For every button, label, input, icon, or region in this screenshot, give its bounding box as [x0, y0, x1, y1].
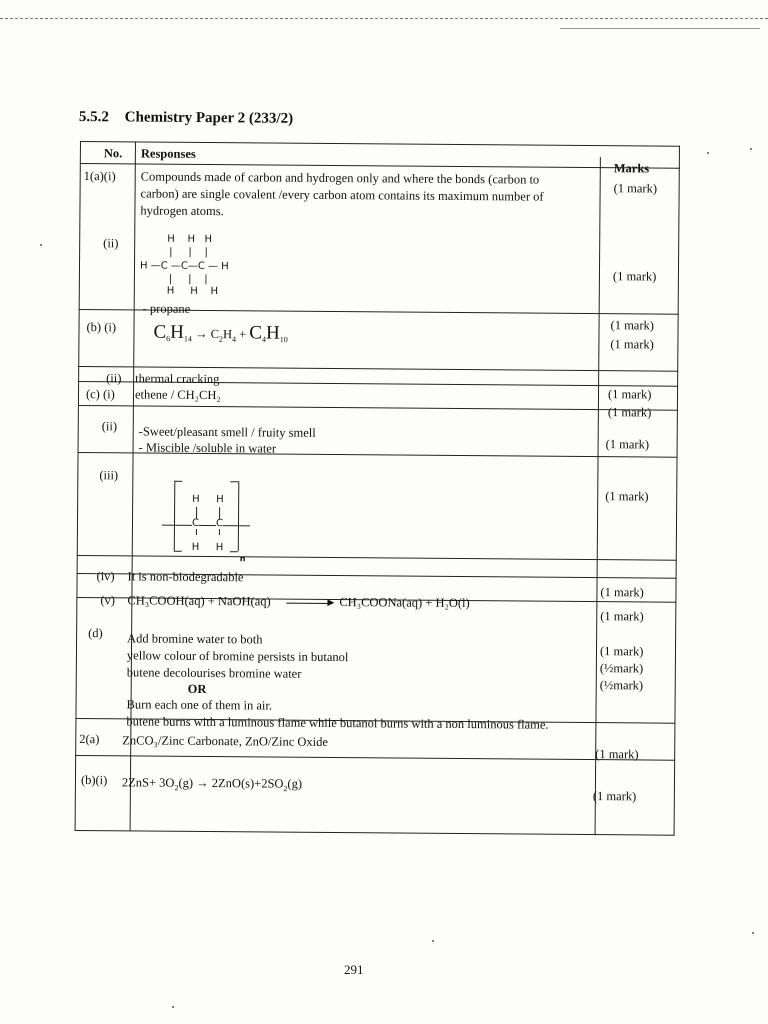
table-border-bottom	[75, 830, 675, 836]
row-number: (iv)	[96, 569, 115, 584]
row-divider	[80, 163, 680, 169]
scan-speck	[750, 148, 752, 150]
header-no: No.	[103, 146, 123, 161]
row-number: (iii)	[99, 468, 119, 483]
mark-value: (1 mark)	[605, 489, 649, 504]
roasting-equation: $2ZnS+ 3O_2(g) \to 2ZnO(s)+2SO_2(g)$	[121, 775, 303, 794]
section-title: Chemistry Paper 2 (233/2)	[124, 109, 294, 127]
bracket-left-top	[174, 481, 182, 482]
cracking-equation: $C_6H_{14} \to C_2H_4 + C_4H_{10}$	[153, 321, 288, 345]
mark-value: (1 mark)	[605, 437, 650, 452]
row-divider	[78, 405, 678, 411]
scan-speck	[752, 932, 754, 934]
section-number: 5.5.2	[78, 109, 109, 126]
bracket-right-top	[230, 481, 238, 482]
response-line: - Miscible /soluble in water	[138, 440, 277, 456]
atom-h: H	[191, 541, 200, 553]
row-number: (b)(i)	[80, 773, 108, 788]
response-line: carbon) are single covalent /every carbon atom contains its maximum number of	[140, 186, 544, 204]
bracket-right-bottom	[230, 551, 238, 552]
mark-value: (1 mark)	[612, 269, 657, 284]
row-number: (ii)	[103, 236, 119, 251]
bracket-left	[174, 481, 176, 551]
response-line: hydrogen atoms.	[140, 203, 224, 219]
mark-value: (½mark)	[599, 678, 644, 693]
mark-value: (1 mark)	[610, 318, 655, 333]
scan-speck	[40, 244, 42, 246]
row-number: (c) (i)	[85, 387, 115, 402]
equation-reactants: CH₃COOH(aq) + NaOH(aq)	[127, 593, 271, 609]
atom-h: H	[215, 542, 224, 554]
arrow-head: ▶	[327, 596, 335, 608]
row-number: 2(a)	[79, 732, 100, 747]
atom-h: H	[192, 493, 200, 505]
response-text: It is non-biodegradable	[127, 569, 244, 585]
propane-structure-chain: H —C —C—C — H	[139, 260, 229, 273]
chain-bond	[162, 525, 250, 527]
polythene-structure	[162, 481, 263, 572]
top-dashed-rule	[0, 18, 768, 19]
row-number: (d)	[88, 626, 103, 641]
response-line: Burn each one of them in air.	[126, 697, 273, 713]
alternative-or: OR	[187, 681, 207, 697]
response-line: Compounds made of carbon and hydrogen only and where the bonds (carbon to	[140, 169, 540, 187]
propane-structure-bonds: | | |	[169, 246, 208, 259]
row-number: (b) (i)	[86, 320, 117, 335]
equation-products: CH₃COONa(aq) + H₂O(l)	[339, 595, 470, 611]
scan-speck	[707, 152, 709, 154]
propane-structure-bonds: | | |	[168, 273, 208, 286]
mark-value: (1 mark)	[607, 387, 652, 402]
response-text: thermal cracking	[135, 371, 220, 387]
mark-value: (1 mark)	[607, 405, 652, 420]
table-border-right	[674, 146, 680, 836]
response-line: butene decolourises bromine water	[126, 665, 302, 681]
mark-value: (1 mark)	[610, 337, 654, 352]
structure-caption: - propane	[142, 301, 191, 316]
mark-value: (1 mark)	[595, 747, 639, 762]
row-number: 1(a)(i)	[83, 169, 116, 184]
table-border-left	[75, 141, 81, 831]
column-divider-marks	[595, 157, 601, 835]
bracket-right	[238, 481, 240, 551]
response-text: ethene / CH₂CH₂	[134, 387, 221, 403]
bracket-left-bottom	[174, 551, 182, 552]
repeat-n: n	[239, 554, 246, 564]
atom-h: H	[216, 494, 224, 506]
response-text: ZnCO₃/Zinc Carbonate, ZnO/Zinc Oxide	[122, 733, 329, 749]
section-heading	[79, 109, 293, 128]
scan-speck	[172, 1006, 174, 1008]
propane-structure-top: H H H	[167, 233, 213, 246]
propane-structure-bottom: H H H	[166, 285, 219, 298]
response-line: yellow colour of bromine persists in butanol	[126, 648, 349, 665]
row-number: (ii)	[101, 419, 118, 434]
response-line: butene burns with a luminous flame while butanol burns with a non luminous flame.	[126, 714, 549, 732]
mark-value: (1 mark)	[600, 609, 644, 624]
scan-speck	[432, 940, 434, 942]
reaction-arrow	[286, 603, 332, 604]
row-number: (v)	[100, 593, 116, 608]
atom-c: C	[215, 518, 224, 530]
row-number: (ii)	[106, 371, 122, 386]
response-line: Add bromine water to both	[127, 631, 263, 647]
atom-c: C	[191, 517, 200, 529]
response-line: -Sweet/pleasant smell / fruity smell	[138, 424, 316, 440]
mark-value: (1 mark)	[613, 181, 658, 196]
mark-value: (1 mark)	[592, 789, 637, 804]
row-divider	[75, 755, 675, 761]
mark-value: (½mark)	[599, 661, 644, 676]
mark-value: (1 mark)	[599, 644, 644, 659]
header-responses: Responses	[140, 146, 196, 161]
top-rule	[560, 28, 760, 29]
page-number: 291	[344, 962, 364, 977]
header-marks: Marks	[613, 161, 650, 176]
mark-value: (1 mark)	[600, 585, 644, 600]
